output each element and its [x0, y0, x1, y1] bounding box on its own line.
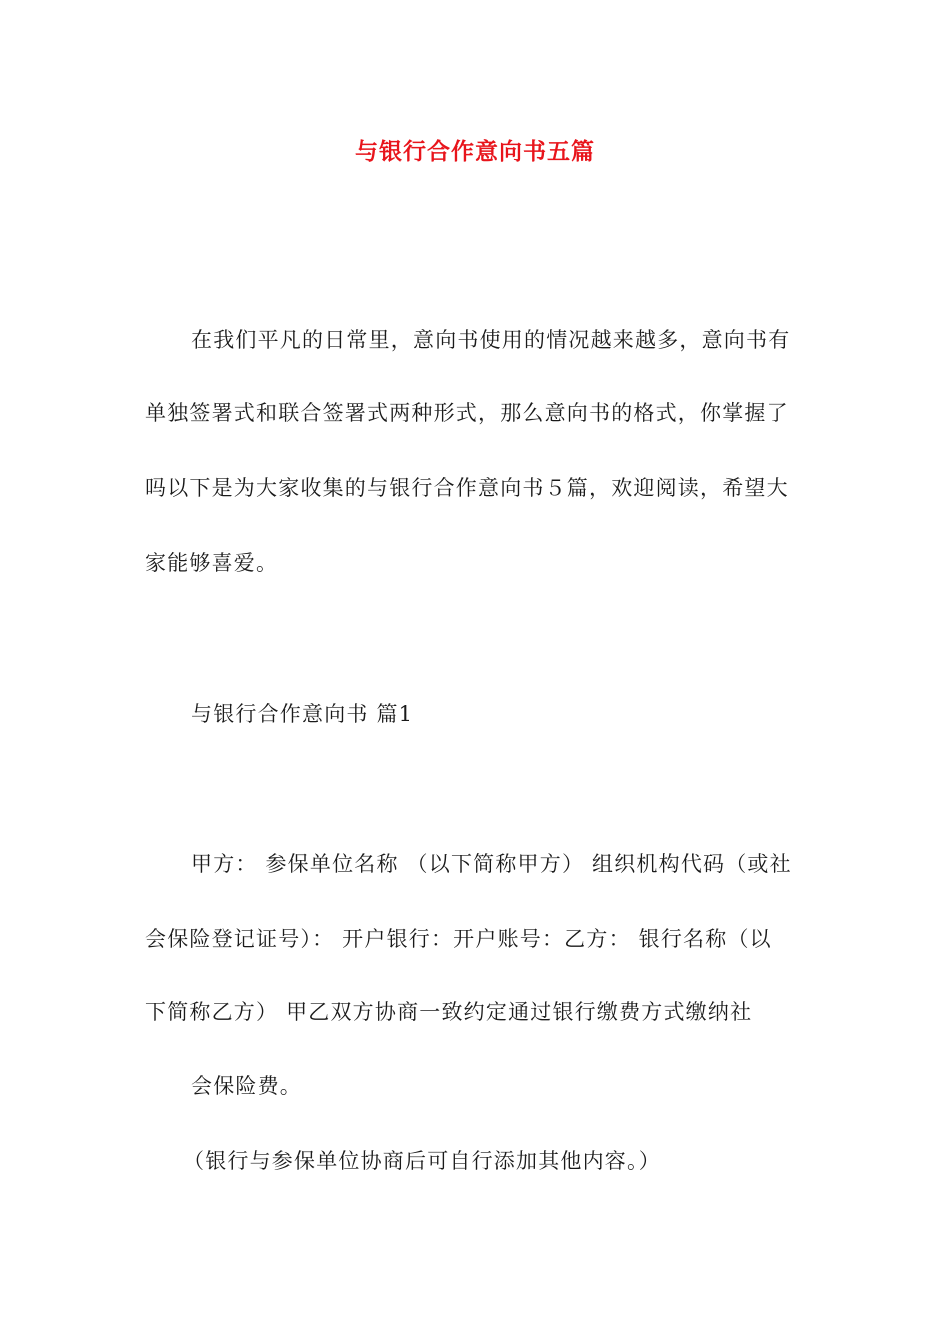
section-heading: 与银行合作意向书 篇1 — [191, 702, 414, 726]
body-note: （银行与参保单位协商后可自行添加其他内容。） — [183, 1149, 661, 1173]
body-line-2: 会保险登记证号）： 开户银行：开户账号：乙方： 银行名称（以 — [145, 927, 772, 951]
intro-line-1: 在我们平凡的日常里，意向书使用的情况越来越多，意向书有 — [191, 328, 791, 352]
intro-line-3: 吗以下是为大家收集的与银行合作意向书５篇，欢迎阅读，希望大 — [145, 476, 789, 500]
intro-line-4: 家能够喜爱。 — [145, 551, 279, 575]
document-title: 与银行合作意向书五篇 — [355, 139, 595, 165]
body-line-4: 会保险费。 — [191, 1074, 302, 1098]
intro-line-2: 单独签署式和联合签署式两种形式，那么意向书的格式，你掌握了 — [145, 401, 789, 425]
body-line-1: 甲方： 参保单位名称 （以下简称甲方） 组织机构代码（或社 — [191, 852, 792, 876]
body-line-3: 下简称乙方） 甲乙双方协商一致约定通过银行缴费方式缴纳社 — [145, 1000, 753, 1024]
